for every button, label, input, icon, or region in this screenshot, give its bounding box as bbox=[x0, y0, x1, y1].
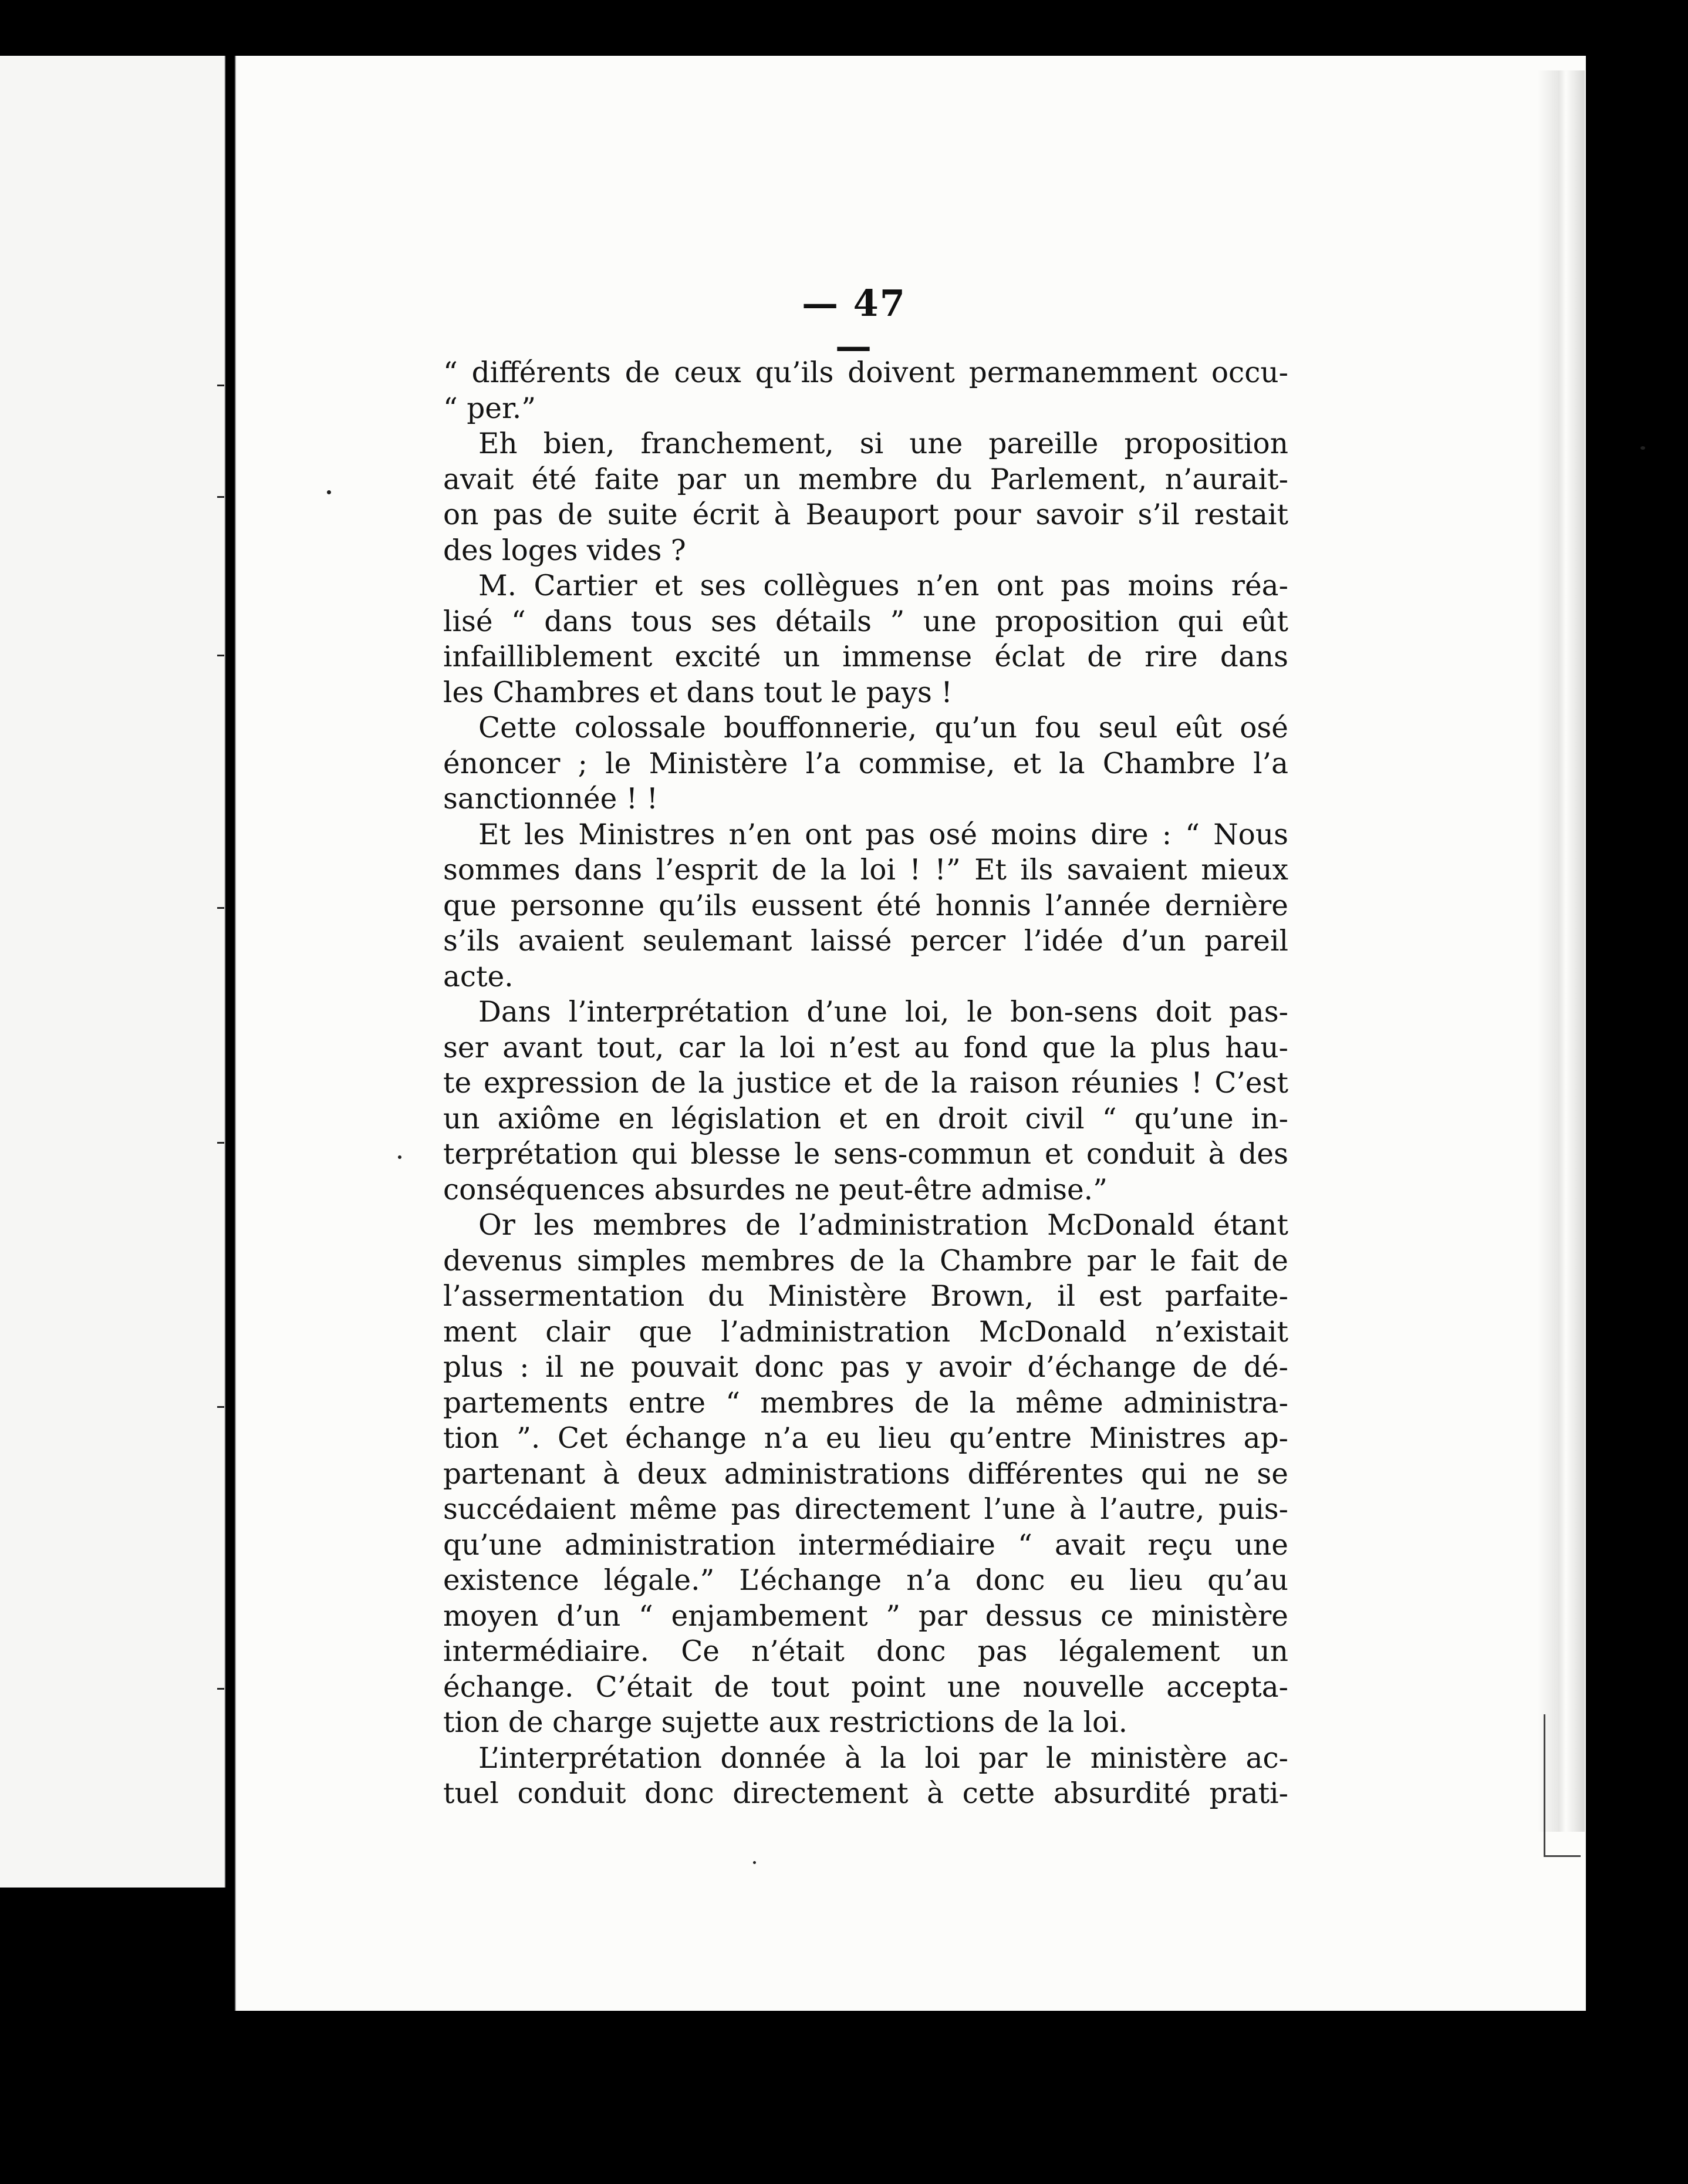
page-number: — 47 — bbox=[802, 282, 906, 368]
facing-page-mark bbox=[217, 385, 224, 386]
text-line: qu’une administration intermédiaire “ avait reçu une bbox=[443, 1528, 1288, 1562]
text-line: tuel conduit donc directement à cette absurdité prati- bbox=[443, 1777, 1288, 1810]
text-line: “ per.” bbox=[443, 392, 536, 425]
facing-page-mark bbox=[217, 1688, 224, 1690]
text-line: conséquences absurdes ne peut-être admise.” bbox=[443, 1173, 1108, 1206]
facing-page-mark bbox=[217, 496, 224, 498]
text-line: ment clair que l’administration McDonald n’existait bbox=[443, 1315, 1288, 1349]
text-line: devenus simples membres de la Chambre par le fait de bbox=[443, 1244, 1288, 1278]
text-line: partenant à deux administrations différentes qui ne se bbox=[443, 1457, 1288, 1491]
text-line: succédaient même pas directement l’une à l’autre, puis- bbox=[443, 1493, 1288, 1526]
text-line: plus : il ne pouvait donc pas y avoir d’échange de dé- bbox=[443, 1351, 1288, 1384]
page-corner-fold bbox=[1544, 1714, 1581, 1857]
text-line: Or les membres de l’administration McDonald étant bbox=[478, 1209, 1288, 1242]
ink-speck bbox=[1640, 446, 1645, 450]
facing-page-mark bbox=[217, 655, 224, 656]
text-line: lisé “ dans tous ses détails ” une proposition qui eût bbox=[443, 605, 1288, 638]
text-line: tion ”. Cet échange n’a eu lieu qu’entre Ministres ap- bbox=[443, 1422, 1288, 1455]
text-line: sanctionnée ! ! bbox=[443, 783, 659, 815]
text-line: existence légale.” L’échange n’a donc eu lieu qu’au bbox=[443, 1564, 1288, 1597]
text-line: que personne qu’ils eussent été honnis l’année dernière bbox=[443, 889, 1288, 922]
page-stack-edge bbox=[1538, 70, 1585, 1832]
text-line: les Chambres et dans tout le pays ! bbox=[443, 676, 953, 709]
text-line: Eh bien, franchement, si une pareille proposition bbox=[478, 427, 1288, 460]
text-line: un axiôme en législation et en droit civil “ qu’une in- bbox=[443, 1102, 1288, 1135]
text-line: ser avant tout, car la loi n’est au fond que la plus hau- bbox=[443, 1031, 1288, 1064]
facing-page-mark bbox=[217, 1142, 224, 1144]
text-line: énoncer ; le Ministère l’a commise, et la Chambre l’a bbox=[443, 747, 1288, 780]
body-text bbox=[443, 355, 1288, 1812]
text-line: terprétation qui blesse le sens-commun et conduit à des bbox=[443, 1138, 1288, 1171]
text-line: partements entre “ membres de la même administra- bbox=[443, 1386, 1288, 1420]
text-line: acte. bbox=[443, 960, 514, 993]
ink-speck bbox=[327, 490, 331, 494]
text-line: L’interprétation donnée à la loi par le ministère ac- bbox=[478, 1741, 1288, 1775]
text-line: Et les Ministres n’en ont pas osé moins dire : “ Nous bbox=[478, 818, 1288, 851]
text-line: Cette colossale bouffonnerie, qu’un fou seul eût osé bbox=[478, 712, 1288, 744]
text-line: l’assermentation du Ministère Brown, il est parfaite- bbox=[443, 1280, 1288, 1313]
facing-page-mark bbox=[217, 907, 224, 909]
ink-speck bbox=[398, 1155, 401, 1159]
facing-page-edge bbox=[0, 56, 225, 1888]
text-line: te expression de la justice et de la raison réunies ! C’est bbox=[443, 1067, 1288, 1100]
text-line: on pas de suite écrit à Beauport pour savoir s’il restait bbox=[443, 498, 1288, 531]
ink-speck bbox=[753, 1861, 756, 1864]
text-line: M. Cartier et ses collègues n’en ont pas moins réa- bbox=[478, 569, 1288, 602]
text-line: intermédiaire. Ce n’était donc pas légalement un bbox=[443, 1635, 1288, 1668]
text-line: s’ils avaient seulemant laissé percer l’idée d’un pareil bbox=[443, 925, 1288, 958]
text-line: sommes dans l’esprit de la loi ! !” Et ils savaient mieux bbox=[443, 854, 1288, 887]
text-line: Dans l’interprétation d’une loi, le bon-sens doit pas- bbox=[478, 996, 1288, 1029]
text-line: infailliblement excité un immense éclat de rire dans bbox=[443, 641, 1288, 673]
text-line: des loges vides ? bbox=[443, 534, 686, 567]
text-line: échange. C’était de tout point une nouvelle accepta- bbox=[443, 1670, 1288, 1704]
text-line: tion de charge sujette aux restrictions de la loi. bbox=[443, 1706, 1128, 1739]
text-line: moyen d’un “ enjambement ” par dessus ce ministère bbox=[443, 1599, 1288, 1633]
facing-page-mark bbox=[217, 1406, 224, 1408]
text-line: “ différents de ceux qu’ils doivent permanemment occu- bbox=[443, 356, 1288, 389]
text-line: avait été faite par un membre du Parlement, n’aurait- bbox=[443, 463, 1288, 496]
